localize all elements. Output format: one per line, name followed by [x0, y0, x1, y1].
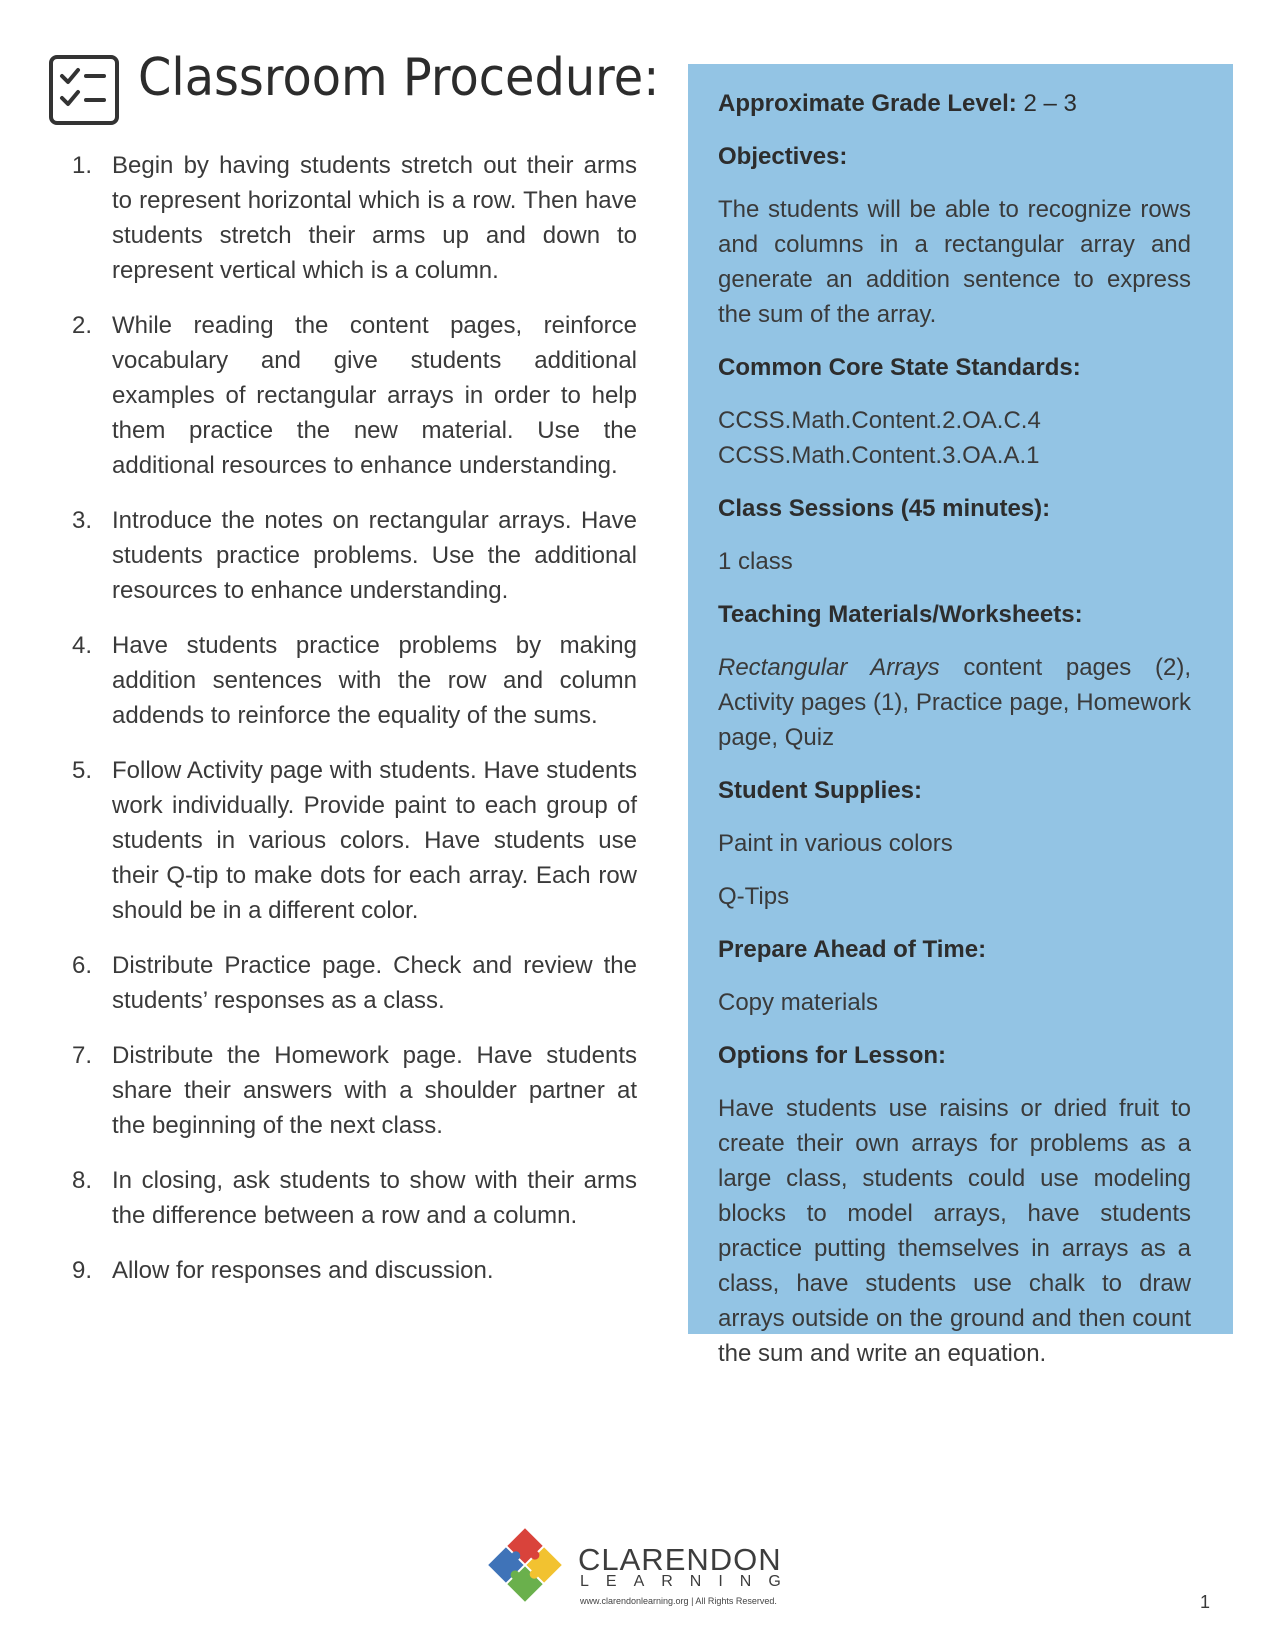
standard-item: CCSS.Math.Content.3.OA.A.1: [718, 442, 1040, 469]
sessions-value: 1 class: [718, 548, 793, 575]
step-text: In closing, ask students to show with their arms the difference between a row and a column.: [112, 1167, 637, 1229]
materials-label: Teaching Materials/Worksheets:: [718, 601, 1083, 628]
grade-level: [718, 86, 1191, 121]
objectives-text: The students will be able to recognize rows and columns in a rectangular array and generate an addition sentence to express the sum of the array.: [718, 196, 1191, 328]
page-title: Classroom Procedure:: [138, 48, 660, 108]
procedure-step: [72, 308, 637, 483]
step-text: Allow for responses and discussion.: [112, 1257, 494, 1284]
supply-item: Paint in various colors: [718, 830, 953, 857]
standard-item: CCSS.Math.Content.2.OA.C.4: [718, 407, 1041, 434]
step-text: Distribute Practice page. Check and review the students’ responses as a class.: [112, 952, 637, 1014]
procedure-step: [72, 503, 637, 608]
step-text: While reading the content pages, reinforce vocabulary and give students additional examples of rectangular arrays in order to help them practice the new material. Use the additional resources to enhance understanding.: [112, 312, 637, 479]
puzzle-logo-icon: [485, 1525, 565, 1605]
procedure-step: [72, 753, 637, 928]
objectives-label: Objectives:: [718, 143, 848, 170]
procedure-step: [72, 1253, 637, 1288]
supplies-label: Student Supplies:: [718, 777, 922, 804]
checklist-icon: [48, 54, 120, 126]
step-number: 6.: [72, 952, 93, 979]
step-number: 2.: [72, 312, 93, 339]
grade-level-label: Approximate Grade Level:: [718, 90, 1017, 117]
procedure-list: [72, 148, 637, 1308]
materials-title: Rectangular Arrays: [718, 654, 940, 681]
step-number: 7.: [72, 1042, 93, 1069]
materials-text: [718, 650, 1191, 755]
step-number: 3.: [72, 507, 93, 534]
options-label: Options for Lesson:: [718, 1042, 946, 1069]
procedure-step: [72, 1163, 637, 1233]
step-number: 8.: [72, 1167, 93, 1194]
page-number: 1: [1200, 1592, 1211, 1612]
supply-item: Q-Tips: [718, 883, 790, 910]
step-text: Have students practice problems by making addition sentences with the row and column addends to reinforce the equality of the sums.: [112, 632, 637, 729]
lesson-info-box: [688, 64, 1233, 1367]
brand-url: www.clarendonlearning.org | All Rights Reserved.: [580, 1596, 777, 1606]
step-number: 1.: [72, 152, 93, 179]
procedure-step: [72, 948, 637, 1018]
standards-label: Common Core State Standards:: [718, 354, 1081, 381]
step-number: 5.: [72, 757, 93, 784]
step-text: Follow Activity page with students. Have students work individually. Provide paint to each group of students in various colors. Have students use their Q-tip to make dots for each array. Each row should be in a different color.: [112, 757, 637, 924]
prepare-label: Prepare Ahead of Time:: [718, 936, 987, 963]
brand-subtitle: LEARNING: [580, 1573, 798, 1590]
options-text: Have students use raisins or dried fruit to create their own arrays for problems as a large class, students could use modeling blocks to model arrays, have students practice putting themselves in arrays as a class, have students use chalk to draw arrays outside on the ground and then count the sum and write an equation.: [718, 1095, 1191, 1367]
procedure-step: [72, 148, 637, 288]
step-text: Begin by having students stretch out their arms to represent horizontal which is a row. Then have students stretch their arms up and down to represent vertical which is a column.: [112, 152, 637, 284]
procedure-step: [72, 628, 637, 733]
brand-name: CLARENDON: [578, 1542, 782, 1577]
step-number: 4.: [72, 632, 93, 659]
prepare-value: Copy materials: [718, 989, 879, 1016]
procedure-step: [72, 1038, 637, 1143]
step-text: Distribute the Homework page. Have students share their answers with a shoulder partner at the beginning of the next class.: [112, 1042, 637, 1139]
sessions-label: Class Sessions (45 minutes):: [718, 495, 1051, 522]
step-text: Introduce the notes on rectangular arrays. Have students practice problems. Use the additional resources to enhance understanding.: [112, 507, 637, 604]
materials-list: content pages (2), Activity pages (1), Practice page, Homework page, Quiz: [718, 654, 1192, 751]
step-number: 9.: [72, 1257, 93, 1284]
grade-level-value: 2 – 3: [1023, 90, 1077, 117]
